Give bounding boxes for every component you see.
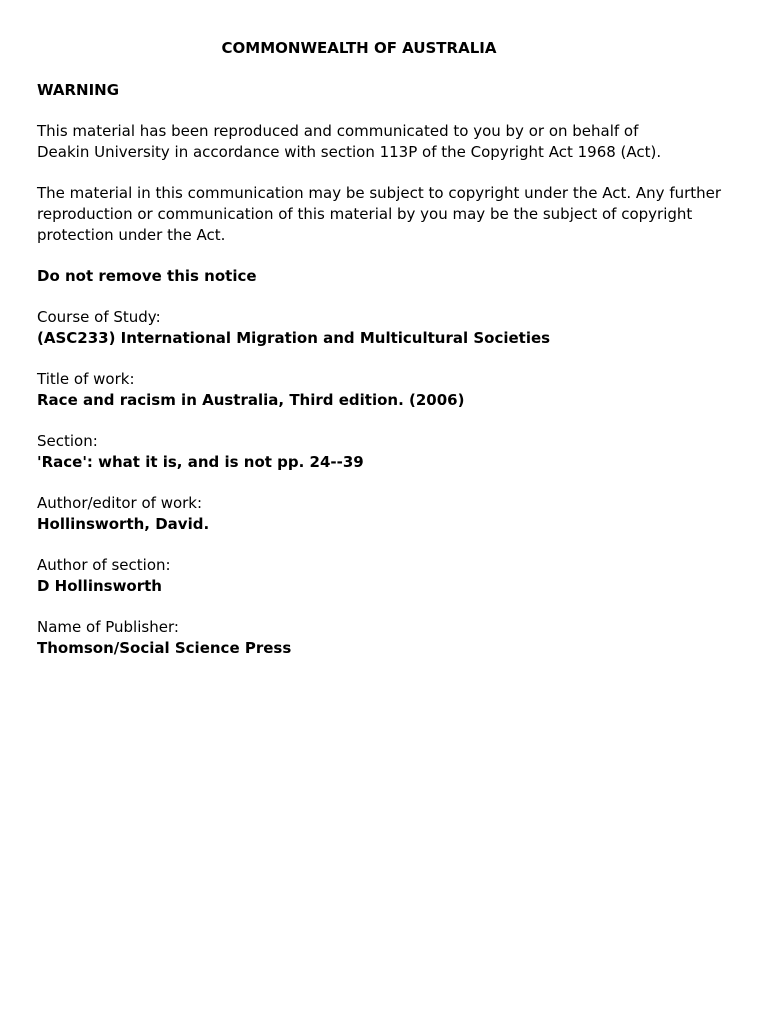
do-not-remove-block: [37, 266, 737, 287]
field-label: Author/editor of work:: [37, 494, 203, 512]
field-value: 'Race': what it is, and is not pp. 24--39: [37, 453, 364, 471]
paragraph-line: This material has been reproduced and communicated to you by or on behalf of: [37, 122, 639, 140]
field-value: Race and racism in Australia, Third edition. (2006): [37, 391, 465, 409]
paragraph-line: The material in this communication may be subject to copyright under the Act. Any further: [37, 184, 722, 202]
field-section: [37, 431, 737, 473]
field-author-editor: [37, 493, 737, 535]
field-label: Course of Study:: [37, 308, 161, 326]
field-label: Name of Publisher:: [37, 618, 179, 636]
field-publisher: [37, 617, 737, 659]
field-author-of-section: [37, 555, 737, 597]
do-not-remove-notice: Do not remove this notice: [37, 267, 257, 285]
field-value: Hollinsworth, David.: [37, 515, 210, 533]
reproduction-paragraph: [37, 121, 737, 163]
warning-block: [37, 80, 737, 101]
field-title-of-work: [37, 369, 737, 411]
paragraph-line: Deakin University in accordance with section 113P of the Copyright Act 1968 (Act).: [37, 143, 662, 161]
field-label: Author of section:: [37, 556, 171, 574]
paragraph-line: reproduction or communication of this material by you may be the subject of copyright: [37, 205, 693, 223]
warning-label: WARNING: [37, 81, 120, 99]
field-label: Title of work:: [37, 370, 135, 388]
paragraph-line: protection under the Act.: [37, 226, 226, 244]
copyright-notice-page: [37, 38, 737, 679]
field-value: D Hollinsworth: [37, 577, 162, 595]
field-label: Section:: [37, 432, 98, 450]
field-course-of-study: [37, 307, 737, 349]
field-value: (ASC233) International Migration and Multicultural Societies: [37, 329, 551, 347]
copyright-paragraph: [37, 183, 737, 246]
notice-header: COMMONWEALTH OF AUSTRALIA: [221, 39, 497, 57]
field-value: Thomson/Social Science Press: [37, 639, 292, 657]
